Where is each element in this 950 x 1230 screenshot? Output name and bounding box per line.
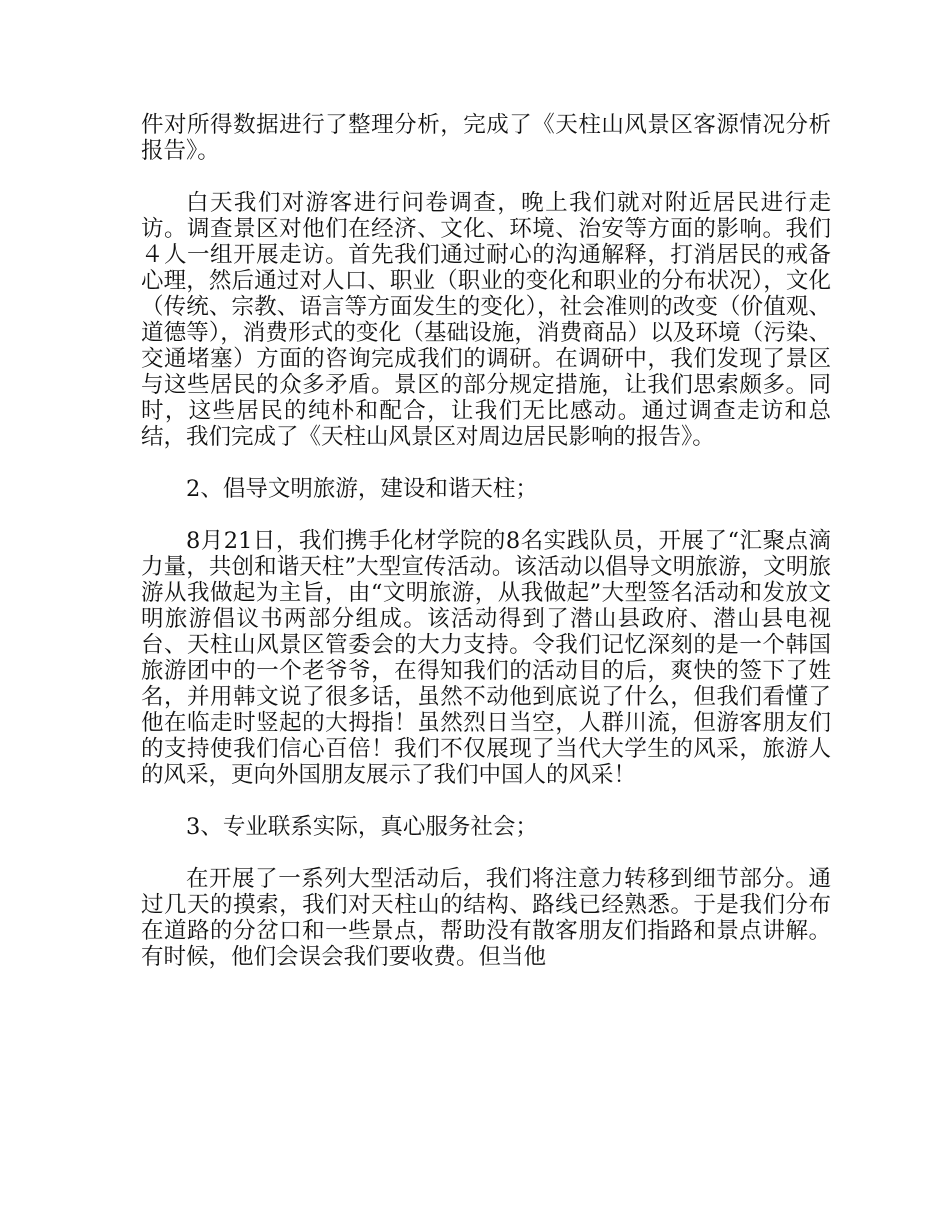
section-heading: 3、专业联系实际，真心服务社会； [186, 814, 538, 840]
section-heading: 2、倡导文明旅游，建设和谐天柱； [186, 476, 538, 502]
paragraph: 在开展了一系列大型活动后，我们将注意力转移到细节部分。通过几天的摸索，我们对天柱山的结构、路线已经熟悉。于是我们分布在道路的分岔口和一些景点，帮助没有散客朋友们指路和景点讲解。有时候，他们会误会我们要收费。但当他 [141, 866, 831, 970]
paragraph: 8月21日，我们携手化材学院的8名实践队员，开展了“汇聚点滴力量，共创和谐天柱”大型宣传活动。该活动以倡导文明旅游，文明旅游从我做起为主旨，由“文明旅游，从我做起”大型签名活动和发放文明旅游倡议书两部分组成。该活动得到了潜山县政府、潜山县电视台、天柱山风景区管委会的大力支持。令我们记忆深刻的是一个韩国旅游团中的一个老爷爷，在得知我们的活动目的后，爽快的签下了姓名，并用韩文说了很多话，虽然不动他到底说了什么，但我们看懂了他在临走时竖起的大拇指！虽然烈日当空，人群川流，但游客朋友们的支持使我们信心百倍！我们不仅展现了当代大学生的风采，旅游人的风采，更向外国朋友展示了我们中国人的风采！ [141, 528, 831, 788]
paragraph: 白天我们对游客进行问卷调查，晚上我们就对附近居民进行走访。调查景区对他们在经济、文化、环境、治安等方面的影响。我们４人一组开展走访。首先我们通过耐心的沟通解释，打消居民的戒备心理，然后通过对人口、职业（职业的变化和职业的分布状况），文化（传统、宗教、语言等方面发生的变化），社会准则的改变（价值观、道德等），消费形式的变化（基础设施，消费商品）以及环境（污染、交通堵塞）方面的咨询完成我们的调研。在调研中，我们发现了景区与这些居民的众多矛盾。景区的部分规定措施，让我们思索颇多。同时，这些居民的纯朴和配合，让我们无比感动。通过调查走访和总结，我们完成了《天柱山风景区对周边居民影响的报告》。 [141, 190, 831, 450]
document-page [141, 112, 831, 996]
paragraph: 件对所得数据进行了整理分析，完成了《天柱山风景区客源情况分析报告》。 [141, 112, 831, 164]
